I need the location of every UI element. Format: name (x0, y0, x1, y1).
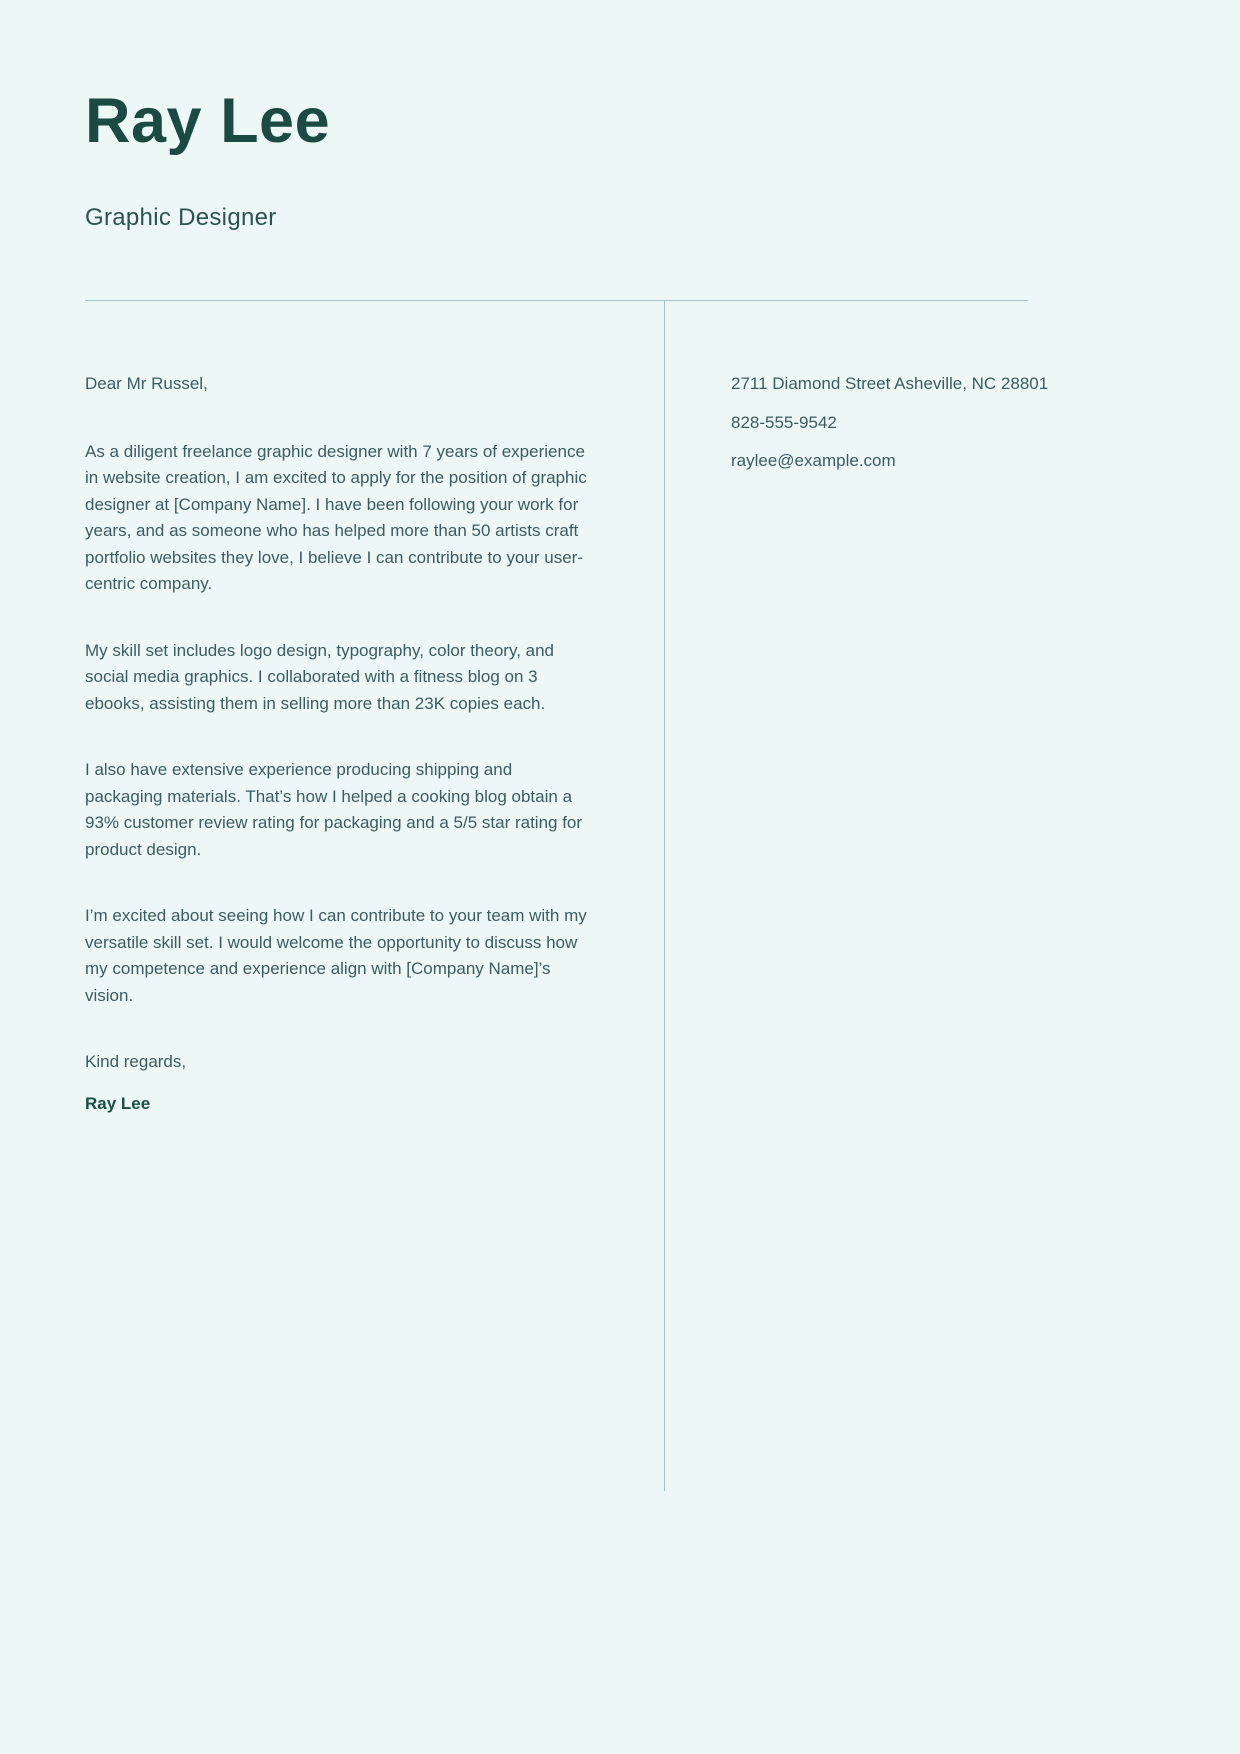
letter-paragraph-1: As a diligent freelance graphic designer with 7 years of experience in website creation, I am excited to apply for the position of graphic designer at [Company Name]. I have been following your work for years, and as someone who has helped more than 50 artists craft portfolio websites they love, I believe I can contribute to your user-centric company. (85, 441, 587, 594)
letter-columns (0, 301, 1240, 1491)
letter-header (0, 0, 1240, 232)
signature: Ray Lee (85, 1093, 151, 1113)
closing: Kind regards, (85, 1052, 187, 1072)
letter-paragraph-4: I’m excited about seeing how I can contribute to your team with my versatile skill set. I would welcome the opportunity to discuss how my competence and experience align with [Company Name]’s vision. (85, 906, 587, 1005)
applicant-name: Ray Lee (85, 86, 331, 156)
contact-email: raylee@example.com (731, 451, 896, 471)
letter-body (85, 301, 664, 1117)
letter-paragraph-2: My skill set includes logo design, typography, color theory, and social media graphics. I collaborated with a fitness blog on 3 ebooks, assisting them in selling more than 23K copies each. (85, 640, 555, 713)
contact-address: 2711 Diamond Street Asheville, NC 28801 (731, 374, 1049, 394)
contact-info (665, 301, 1240, 487)
job-title: Graphic Designer (85, 204, 277, 232)
contact-phone: 828-555-9542 (731, 412, 837, 432)
letter-paragraph-3: I also have extensive experience producing shipping and packaging materials. That’s how I helped a cooking blog obtain a 93% customer review rating for packaging and a 5/5 star rating for product design. (85, 760, 583, 859)
salutation: Dear Mr Russel, (85, 374, 208, 394)
